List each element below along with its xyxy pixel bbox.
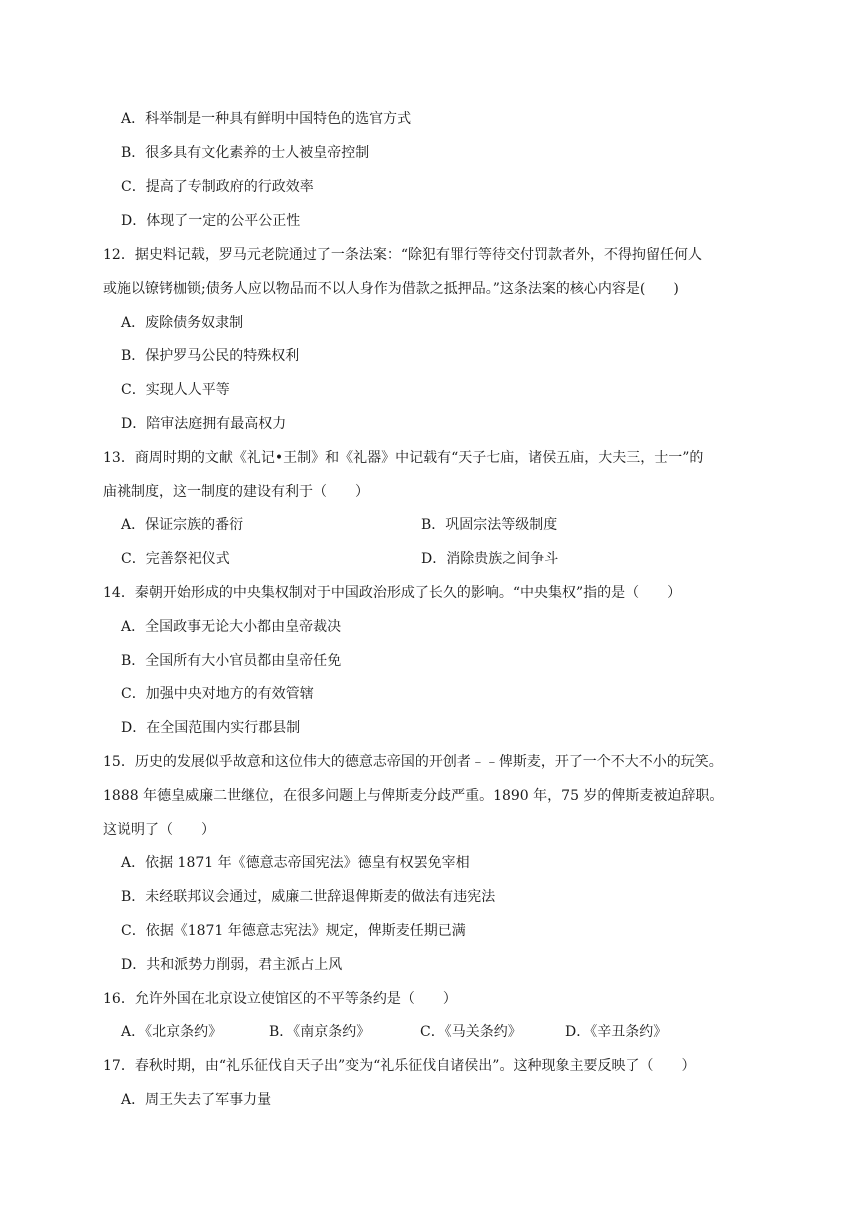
option-d: D．共和派势力削弱，君主派占上风: [121, 957, 343, 973]
option-c: C．《马关条约》: [420, 1024, 522, 1040]
option-b: B．保护罗马公民的特殊权利: [121, 348, 300, 364]
option-c: C．依据《1871 年德意志宪法》规定，俾斯麦任期已满: [121, 923, 466, 939]
option-d: D．陪审法庭拥有最高权力: [121, 416, 287, 432]
option-a: A．依据 1871 年《德意志帝国宪法》德皇有权罢免宰相: [121, 855, 470, 871]
option-d: D．在全国范围内实行郡县制: [121, 720, 301, 736]
option-b: B．《南京条约》: [269, 1024, 371, 1040]
option-d: D．消除贵族之间争斗: [421, 551, 559, 567]
question-stem-line: 16．允许外国在北京设立使馆区的不平等条约是（ ）: [103, 991, 457, 1007]
option-a: A．周王失去了军事力量: [121, 1092, 272, 1108]
option-a: A．保证宗族的番衍: [121, 517, 244, 533]
options-row: [121, 1022, 721, 1042]
question-stem-line: 17．春秋时期，由“礼乐征伐自天子出”变为“礼乐征伐自诸侯出”。这种现象主要反映了（ ）: [103, 1058, 696, 1074]
option-c: C．完善祭祀仪式: [121, 551, 230, 567]
option-a: A．全国政事无论大小都由皇帝裁决: [121, 619, 342, 635]
option-b: B．巩固宗法等级制度: [421, 517, 558, 533]
option-b: B．未经联邦议会通过，威廉二世辞退俾斯麦的做法有违宪法: [121, 889, 496, 905]
question-stem-line: 这说明了（ ）: [103, 822, 215, 838]
question-stem-line: 1888 年德皇威廉二世继位，在很多问题上与俾斯麦分歧严重。1890 年，75 岁的俾斯麦被迫辞职。: [103, 788, 724, 804]
question-stem-line: 庙祧制度，这一制度的建设有利于（ ）: [103, 484, 369, 500]
option-b: B．很多具有文化素养的士人被皇帝控制: [121, 145, 370, 161]
option-b: B．全国所有大小官员都由皇帝任免: [121, 653, 342, 669]
option-c: C．实现人人平等: [121, 382, 230, 398]
question-stem-line: 15．历史的发展似乎故意和这位伟大的德意志帝国的开创者﹣﹣俾斯麦，开了一个不大不小的玩笑。: [103, 754, 723, 770]
question-stem-line: 12．据史料记载，罗马元老院通过了一条法案：“除犯有罪行等待交付罚款者外，不得拘留任何人: [103, 247, 702, 263]
option-c: C．提高了专制政府的行政效率: [121, 179, 314, 195]
option-a: A．《北京条约》: [121, 1024, 223, 1040]
option-d: D．体现了一定的公平公正性: [121, 213, 301, 229]
option-c: C．加强中央对地方的有效管辖: [121, 686, 314, 702]
option-d: D．《辛丑条约》: [565, 1024, 668, 1040]
option-a: A．科举制是一种具有鲜明中国特色的选官方式: [121, 111, 412, 127]
question-stem-line: 14．秦朝开始形成的中央集权制对于中国政治形成了长久的影响。“中央集权”指的是（ ）: [103, 585, 682, 601]
question-stem-line: 或施以镣铐枷锁;债务人应以物品而不以人身作为借款之抵押品。”这条法案的核心内容是( ): [103, 281, 679, 297]
option-a: A．废除债务奴隶制: [121, 315, 244, 331]
question-stem-line: 13．商周时期的文献《礼记•王制》和《礼器》中记载有“天子七庙，诸侯五庙，大夫三，士一”的: [103, 450, 704, 466]
